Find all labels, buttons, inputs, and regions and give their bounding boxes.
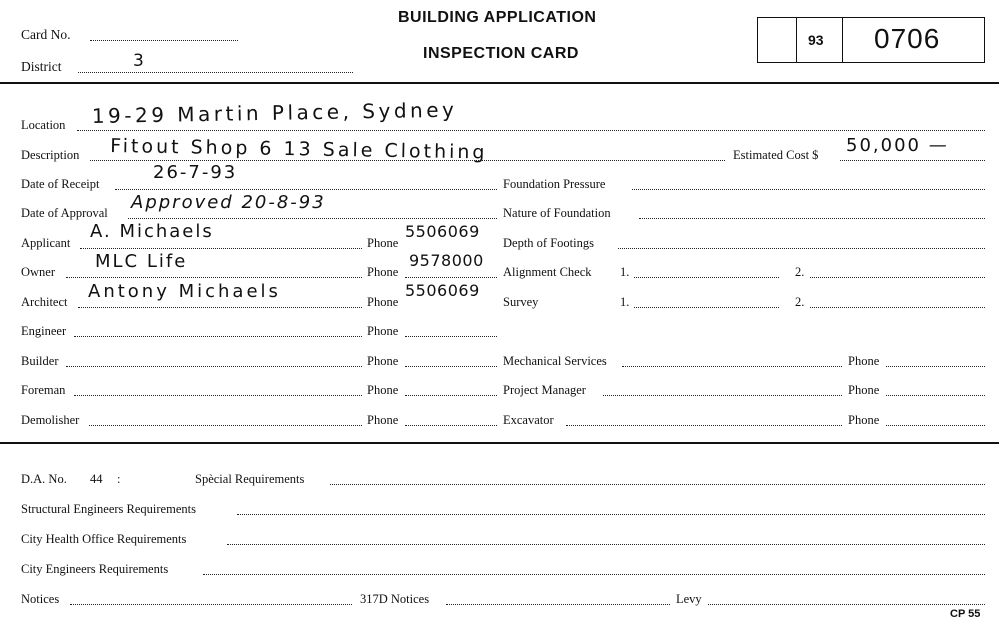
box-number: 0706 (874, 23, 941, 54)
excavator-phone-field[interactable] (886, 425, 985, 426)
district-value: 3 (133, 51, 146, 71)
project-manager-phone-label: Phone (848, 383, 880, 397)
owner-phone-field[interactable] (405, 277, 497, 278)
description-label: Description (21, 148, 80, 162)
date-of-approval-field[interactable] (128, 218, 497, 219)
da-no-colon: : (117, 472, 121, 486)
demolisher-field[interactable] (89, 425, 362, 426)
mechanical-services-label: Mechanical Services (503, 354, 607, 368)
foundation-pressure-label: Foundation Pressure (503, 177, 606, 191)
project-manager-label: Project Manager (503, 383, 586, 397)
alignment-check-field-1[interactable] (634, 277, 779, 278)
alignment-check-num1: 1. (620, 265, 630, 279)
middle-rule (0, 442, 999, 444)
notices-317d-field[interactable] (446, 604, 670, 605)
levy-field[interactable] (708, 604, 985, 605)
demolisher-label: Demolisher (21, 413, 80, 427)
architect-field[interactable] (78, 307, 362, 308)
city-health-field[interactable] (227, 544, 985, 545)
owner-phone-value: 9578000 (409, 251, 484, 270)
demolisher-phone-field[interactable] (405, 425, 497, 426)
description-value: Fitout Shop 6 13 Sale Clothing (109, 135, 488, 164)
owner-field[interactable] (66, 277, 362, 278)
demolisher-phone-label: Phone (367, 413, 399, 427)
date-of-approval-value: Approved 20-8-93 (131, 192, 326, 213)
alignment-check-num2: 2. (795, 265, 805, 279)
notices-label: Notices (21, 592, 60, 606)
builder-phone-field[interactable] (405, 366, 497, 367)
estimated-cost-field[interactable] (840, 160, 985, 161)
form-code: CP 55 (950, 608, 981, 620)
special-requirements-field[interactable] (330, 484, 985, 485)
excavator-label: Excavator (503, 413, 554, 427)
mechanical-services-phone-field[interactable] (886, 366, 985, 367)
survey-num2: 2. (795, 295, 805, 309)
engineer-phone-field[interactable] (405, 336, 497, 337)
levy-label: Levy (676, 592, 702, 606)
district-label: District (21, 59, 62, 74)
city-engineers-field[interactable] (203, 574, 985, 575)
estimated-cost-label: Estimated Cost $ (733, 148, 819, 162)
builder-label: Builder (21, 354, 59, 368)
date-of-receipt-field[interactable] (115, 189, 497, 190)
survey-field-1[interactable] (634, 307, 779, 308)
owner-phone-label: Phone (367, 265, 399, 279)
foreman-field[interactable] (74, 395, 362, 396)
alignment-check-label: Alignment Check (503, 265, 592, 279)
card-no-label: Card No. (21, 27, 71, 42)
card-number-box (757, 17, 985, 63)
notices-field[interactable] (70, 604, 352, 605)
owner-value: MLC Life (95, 251, 188, 272)
date-of-receipt-value: 26-7-93 (153, 162, 238, 183)
project-manager-field[interactable] (603, 395, 842, 396)
da-no-label: D.A. No. (21, 472, 67, 486)
date-of-receipt-label: Date of Receipt (21, 177, 100, 191)
foreman-label: Foreman (21, 383, 66, 397)
excavator-field[interactable] (566, 425, 842, 426)
builder-field[interactable] (66, 366, 362, 367)
architect-label: Architect (21, 295, 68, 309)
applicant-phone-label: Phone (367, 236, 399, 250)
location-label: Location (21, 118, 66, 132)
architect-value: Antony Michaels (88, 281, 281, 302)
foundation-pressure-field[interactable] (632, 189, 985, 190)
applicant-label: Applicant (21, 236, 71, 250)
structural-engineers-field[interactable] (237, 514, 985, 515)
depth-of-footings-label: Depth of Footings (503, 236, 594, 250)
box-year: 93 (808, 32, 824, 48)
title-inspection-card: INSPECTION CARD (423, 45, 579, 62)
title-building-application: BUILDING APPLICATION (398, 9, 597, 26)
da-no-value: 44 (90, 472, 103, 486)
city-engineers-label: City Engineers Requirements (21, 562, 169, 576)
applicant-field[interactable] (80, 248, 362, 249)
architect-phone-label: Phone (367, 295, 399, 309)
location-value: 19-29 Martin Place, Sydney (91, 97, 458, 128)
nature-of-foundation-field[interactable] (639, 218, 985, 219)
foreman-phone-label: Phone (367, 383, 399, 397)
survey-field-2[interactable] (810, 307, 985, 308)
alignment-check-field-2[interactable] (810, 277, 985, 278)
estimated-cost-value: 50,000 — (846, 135, 949, 156)
engineer-phone-label: Phone (367, 324, 399, 338)
mechanical-services-field[interactable] (622, 366, 842, 367)
project-manager-phone-field[interactable] (886, 395, 985, 396)
owner-label: Owner (21, 265, 56, 279)
survey-label: Survey (503, 295, 539, 309)
date-of-approval-label: Date of Approval (21, 206, 108, 220)
structural-engineers-label: Structural Engineers Requirements (21, 502, 196, 516)
notices-317d-label: 317D Notices (360, 592, 430, 606)
mechanical-services-phone-label: Phone (848, 354, 880, 368)
applicant-value: A. Michaels (90, 221, 214, 242)
architect-phone-value: 5506069 (405, 281, 480, 300)
special-requirements-label: Spècial Requirements (195, 472, 305, 486)
nature-of-foundation-label: Nature of Foundation (503, 206, 611, 220)
district-field[interactable] (78, 72, 353, 73)
excavator-phone-label: Phone (848, 413, 880, 427)
survey-num1: 1. (620, 295, 630, 309)
applicant-phone-value: 5506069 (405, 222, 480, 241)
builder-phone-label: Phone (367, 354, 399, 368)
foreman-phone-field[interactable] (405, 395, 497, 396)
location-field[interactable] (77, 130, 985, 131)
engineer-field[interactable] (74, 336, 362, 337)
depth-of-footings-field[interactable] (618, 248, 985, 249)
engineer-label: Engineer (21, 324, 67, 338)
city-health-label: City Health Office Requirements (21, 532, 187, 546)
card-no-field[interactable] (90, 40, 238, 41)
header-rule (0, 82, 999, 84)
